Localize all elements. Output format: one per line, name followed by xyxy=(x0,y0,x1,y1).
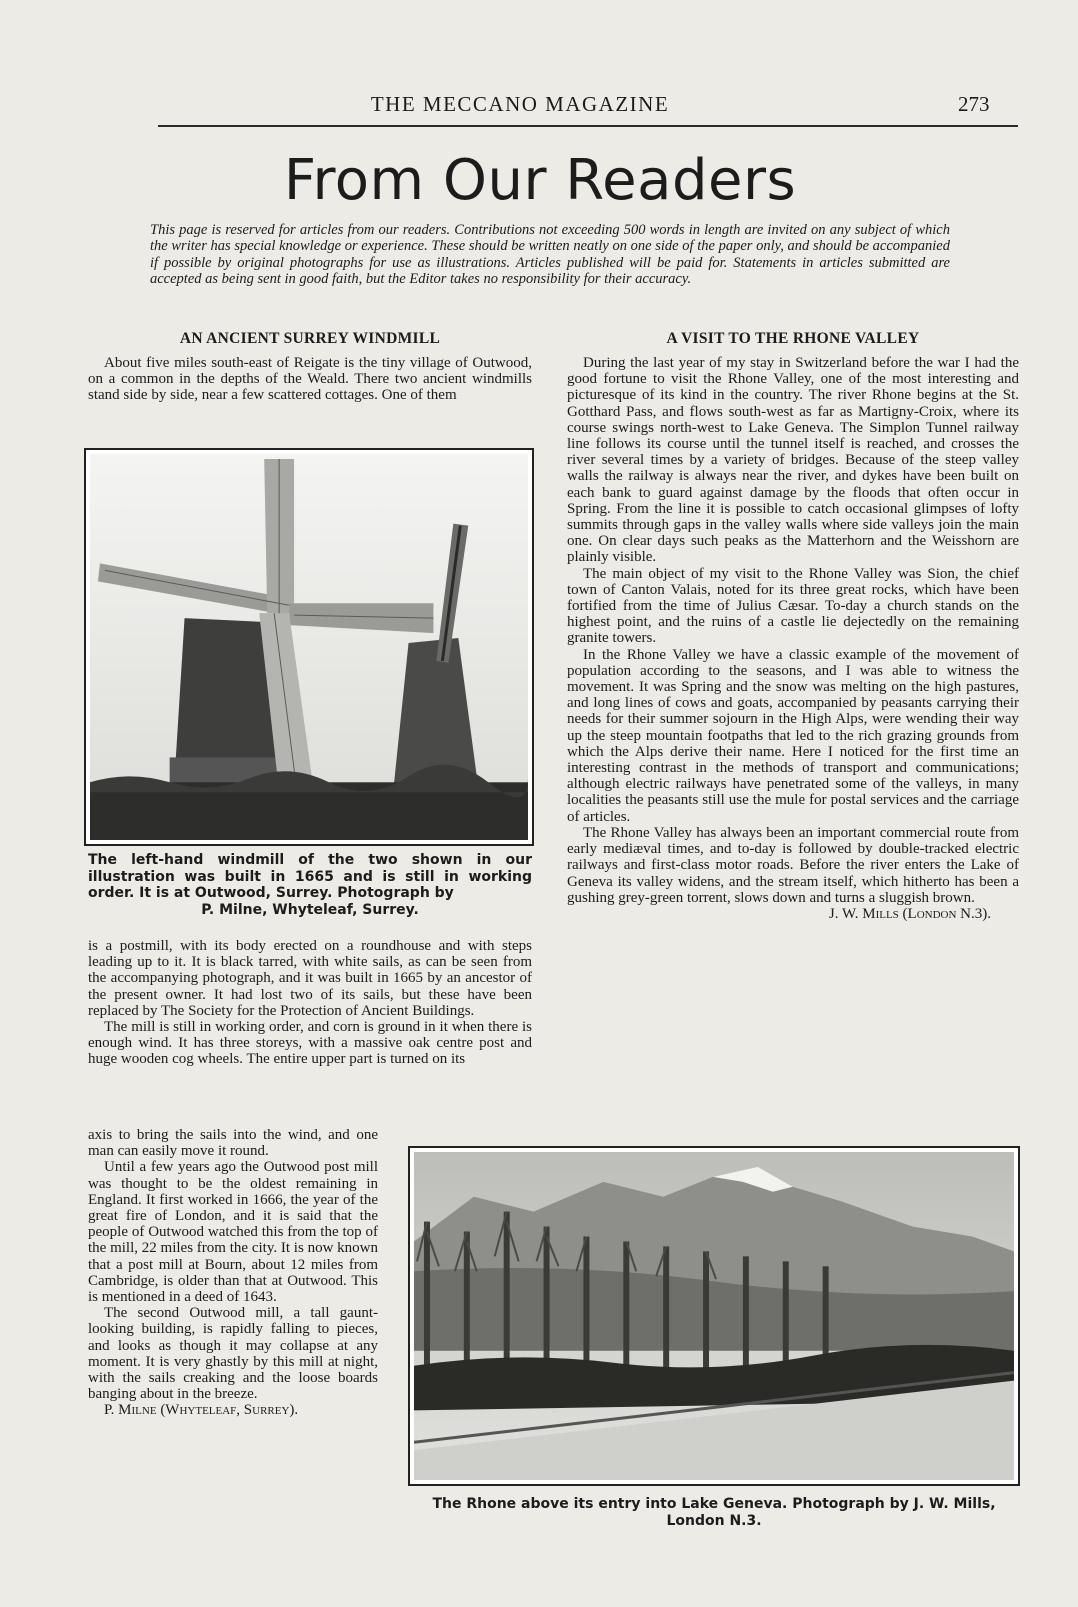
left-paragraph-2-continued: axis to bring the sails into the wind, and one man can easily move it round. xyxy=(88,1127,378,1160)
left-paragraph-1-continued: is a postmill, with its body erected on a roundhouse and with steps leading up to it. It is black tarred, with white sails, as can be seen from the accompanying photograph, and it was built in 1665 by an ancestor of the present owner. It had lost two of its sails, but these have been replaced by The Society for the Protection of Ancient Buildings. xyxy=(88,938,532,1019)
right-paragraph-1: During the last year of my stay in Switzerland before the war I had the good fortune to visit the Rhone Valley, one of the most interesting and picturesque of its kind in the country. The river Rhone begins at the St. Gotthard Pass, and flows south-west as far as Martigny-Croix, where its course swings north-west to Lake Geneva. The Simplon Tunnel railway line follows its course until the tunnel itself is reached, and crosses the river several times by a variety of bridges. Because of the steep valley walls the railway is always near the river, and dykes have been built on each bank to guard against damage by the floods that often occur in Spring. From the line it is possible to catch occasional glimpses of lofty summits through gaps in the valley walls where side valleys join the main one. On clear days such peaks as the Matterhorn and the Weisshorn are plainly visible. xyxy=(567,355,1019,566)
header-rule xyxy=(158,125,1018,127)
right-article-heading: A VISIT TO THE RHONE VALLEY xyxy=(666,330,920,347)
intro-notice: This page is reserved for articles from our readers. Contributions not exceeding 500 words in length are invited on any subject of which the writer has special knowledge or experience. These should be written neatly on one side of the paper only, and should be accompanied if possible by original photographs for use as illustrations. Articles published will be paid for. Statements in articles submitted are accepted as being sent in good faith, but the Editor takes no responsibility for their accuracy. xyxy=(150,222,950,287)
windmill-caption-text: The left-hand windmill of the two shown in our illustration was built in 1665 and is still in working order. It is at Outwood, Surrey. Photograph by xyxy=(88,852,532,901)
rhone-valley-photo xyxy=(408,1146,1020,1486)
right-article-signature: J. W. Mills (London N.3). xyxy=(828,905,991,922)
left-paragraph-2: The mill is still in working order, and corn is ground in it when there is enough wind. It has three storeys, with a massive oak centre post and huge wooden cog wheels. The entire upper part is turned on its xyxy=(88,1019,532,1068)
left-paragraph-1: About five miles south-east of Reigate is the tiny village of Outwood, on a common in the depths of the Weald. There two ancient windmills stand side by side, near a few scattered cottages. One of them xyxy=(88,355,532,404)
magazine-title: THE MECCANO MAGAZINE xyxy=(370,92,670,116)
right-paragraph-4: The Rhone Valley has always been an important commercial route from early mediæval times, and to-day is followed by double-tracked electric railways and first-class motor roads. Before the river enters the Lake of Geneva its valley widens, and the stream itself, which hitherto has been a gushing grey-green torrent, slows down and turns a sluggish brown. xyxy=(567,824,1019,906)
left-article-signature: P. Milne (Whyteleaf, Surrey). xyxy=(104,1402,299,1419)
rhone-photo-caption: The Rhone above its entry into Lake Geneva. Photograph by J. W. Mills, London N.3. xyxy=(432,1496,996,1529)
rhone-valley-illustration xyxy=(414,1152,1014,1480)
windmill-illustration xyxy=(90,454,528,840)
right-article-body xyxy=(567,355,1019,922)
left-article-intro xyxy=(88,355,532,404)
left-article-body xyxy=(88,938,532,1068)
left-paragraph-4: The second Outwood mill, a tall gaunt-looking building, is rapidly falling to pieces, and looks as though it may collapse at any moment. It is very ghastly by this mill at night, with the sails creaking and the loose boards banging about in the breeze. xyxy=(88,1305,378,1403)
right-paragraph-3: In the Rhone Valley we have a classic example of the movement of population according to the seasons, and I was able to witness the movement. It was Spring and the snow was melting on the high pastures, and long lines of cows and goats, accompanied by peasants carrying their needs for their summer sojourn in the High Alps, were wending their way up the steep mountain footpaths that led to the rich grazing grounds from which the Alps derive their name. Here I noticed for the first time an interesting contrast in the methods of transport and communications; although electric railways have penetrated some of the valleys, in many localities the peasants still use the mule for postal services and the carriage of articles. xyxy=(567,646,1019,825)
windmill-photo-caption xyxy=(88,852,532,918)
page-title: From Our Readers xyxy=(283,148,797,213)
windmill-caption-credit: P. Milne, Whyteleaf, Surrey. xyxy=(201,901,419,918)
windmill-photo xyxy=(84,448,534,846)
left-article-heading: AN ANCIENT SURREY WINDMILL xyxy=(179,330,441,347)
right-paragraph-2: The main object of my visit to the Rhone Valley was Sion, the chief town of Canton Valais, noted for its three great rocks, which have been fortified from the time of Julius Cæsar. To-day a church stands on the highest point, and the ruins of a castle lie dejectedly on the remaining granite towers. xyxy=(567,565,1019,647)
page-number: 273 xyxy=(958,92,990,116)
left-article-narrow-body xyxy=(88,1127,378,1419)
left-paragraph-3: Until a few years ago the Outwood post mill was thought to be the oldest remaining in England. It first worked in 1666, the year of the great fire of London, and it is said that the people of Outwood watched this from the top of the mill, 22 miles from the city. It is now known that a post mill at Bourn, about 12 miles from Cambridge, is older than that at Outwood. This is mentioned in a deed of 1643. xyxy=(88,1159,378,1306)
